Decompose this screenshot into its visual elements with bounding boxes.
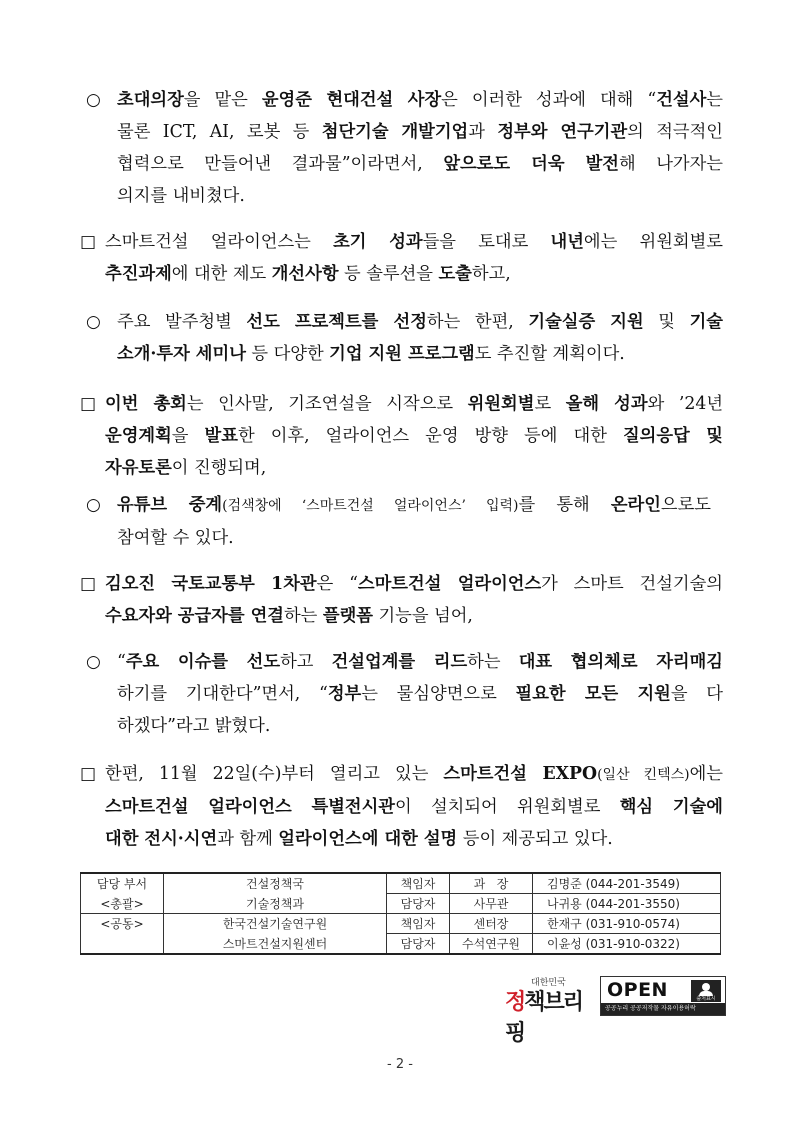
dept-org-a: 한국건설기술연구원 <box>164 914 387 934</box>
bullet-square: □ <box>80 574 97 594</box>
bold-text: 기술실증 지원 <box>528 312 644 332</box>
text-run: 에는 <box>689 764 723 784</box>
paragraph-line <box>117 180 723 212</box>
role-cell: 담당자 <box>387 894 450 914</box>
bold-text: 유튜브 중계 <box>117 495 223 515</box>
text-run: (일산 킨텍스) <box>597 767 690 783</box>
text-run: 와 ’24년 <box>647 394 724 414</box>
text-run: 한 이후, 얼라이언스 운영 방향 등에 대한 <box>237 426 623 446</box>
paragraph-line <box>117 646 723 678</box>
dept-org-b: 기술정책과 <box>164 894 387 914</box>
paragraph-4 <box>105 388 723 484</box>
contact-cell: 나귀용 (044-201-3550) <box>533 894 721 914</box>
text-run: 등 솔루션을 <box>338 264 439 284</box>
paragraph-line <box>117 710 723 742</box>
text-run: (검색창에 ‘스마트건설 얼라이언스’ 입력) <box>222 498 519 514</box>
bullet-square: □ <box>80 764 97 784</box>
paragraph-1 <box>117 84 723 212</box>
text-run: 하는 한편, <box>426 312 529 332</box>
title-cell: 과 장 <box>450 873 533 894</box>
text-run: 으로도 <box>660 495 711 515</box>
bold-text: 첨단기술 개발기업 <box>321 122 469 142</box>
text-run: 하기를 기대한다”면서, “ <box>117 684 328 704</box>
bold-text: 얼라이언스에 대한 설명 <box>278 829 458 849</box>
text-run: 로 <box>534 394 566 414</box>
dept-org-b: 스마트건설지원센터 <box>164 934 387 955</box>
open-license-logo <box>600 976 726 1016</box>
text-run: 은 이러한 성과에 대해 “ <box>441 90 657 110</box>
text-run: 기능을 넘어, <box>372 606 473 626</box>
role-cell: 책임자 <box>387 873 450 894</box>
contact-cell: 이윤성 (031-910-0322) <box>533 934 721 955</box>
text-run: 들을 토대로 <box>422 232 551 252</box>
bold-text: 기술 <box>689 312 723 332</box>
text-run: 주요 발주청별 <box>117 312 247 332</box>
role-cell: 담당자 <box>387 934 450 955</box>
paragraph-line <box>105 600 723 632</box>
text-run: 하는 <box>467 652 519 672</box>
dept-label: 담당 부서 <box>81 873 164 894</box>
bullet-circle: ○ <box>86 90 101 110</box>
bold-text: 도출 <box>438 264 472 284</box>
paragraph-line <box>105 568 723 600</box>
bold-text: 앞으로도 더욱 발전 <box>443 154 619 174</box>
contact-cell: 한재구 (031-910-0574) <box>533 914 721 934</box>
text-run: 는 인사말, 기조연설을 시작으로 <box>186 394 468 414</box>
text-run: 등 다양한 <box>245 344 330 364</box>
bold-text: 필요한 모든 지원 <box>515 684 671 704</box>
bold-text: 정부 <box>327 684 362 704</box>
text-run: 및 <box>643 312 690 332</box>
text-run: 는 <box>706 90 723 110</box>
table-row <box>81 934 721 955</box>
bold-text: 초대의장 <box>117 90 184 110</box>
paragraph-line <box>105 420 723 452</box>
bold-text: 선도 프로젝트를 선정 <box>246 312 427 332</box>
bold-text: 온라인 <box>610 495 661 515</box>
bold-text: 주요 이슈를 선도 <box>125 652 281 672</box>
paragraph-5 <box>117 489 711 554</box>
dept-empty <box>81 934 164 955</box>
bold-text: 스마트건설 얼라이언스 특별전시관 <box>105 797 395 817</box>
text-run: 가 스마트 건설기술의 <box>541 574 723 594</box>
dept-org-a: 건설정책국 <box>164 873 387 894</box>
text-run: 의지를 내비쳤다. <box>117 186 245 206</box>
text-run: 을 맡은 <box>183 90 262 110</box>
paragraph-line <box>105 758 723 791</box>
bold-text: 정부와 연구기관 <box>497 122 628 142</box>
bold-text: 내년 <box>550 232 584 252</box>
attribution-icon: 출처표시 <box>691 980 721 1002</box>
text-run: 해 나가자는 <box>618 154 723 174</box>
bullet-circle: ○ <box>86 312 101 332</box>
text-run: 협력으로 만들어낸 결과물”이라면서, <box>117 154 444 174</box>
text-run: 하고, <box>471 264 511 284</box>
bold-text: 자유토론 <box>105 458 172 478</box>
paragraph-line <box>117 489 711 522</box>
logo-subtitle: 대한민국 <box>531 978 566 988</box>
paragraph-line <box>117 678 723 710</box>
text-run: 이 설치되어 위원회별로 <box>394 797 620 817</box>
policy-briefing-logo <box>505 975 595 1046</box>
role-cell: 책임자 <box>387 914 450 934</box>
bold-text: 수요자와 공급자를 연결 <box>105 606 284 626</box>
paragraph-line <box>105 791 723 823</box>
contact-table <box>80 872 721 955</box>
text-run: 하겠다”라고 밝혔다. <box>117 716 271 736</box>
bullet-circle: ○ <box>86 652 101 672</box>
text-run: 을 다 <box>670 684 723 704</box>
text-run: 은 “ <box>316 574 358 594</box>
bold-text: 건설사 <box>656 90 707 110</box>
text-run: 에는 위원회별로 <box>583 232 723 252</box>
bold-text: 대표 협의체로 자리매김 <box>518 652 723 672</box>
paragraph-line <box>117 116 723 148</box>
paragraph-line <box>105 226 723 258</box>
bullet-circle: ○ <box>86 495 101 515</box>
text-run: 하는 <box>283 606 323 626</box>
text-run: 을 <box>171 426 205 446</box>
text-run: 도 추진할 계획이다. <box>474 344 625 364</box>
license-strip: 공공누리 공공저작물 자유이용허락 <box>601 1003 725 1015</box>
table-row <box>81 914 721 934</box>
text-run: 의 적극적인 <box>627 122 724 142</box>
bold-text: 개선사항 <box>271 264 339 284</box>
text-run: 스마트건설 얼라이언스는 <box>105 232 334 252</box>
bold-text: 대한 전시·시연 <box>105 829 218 849</box>
bold-text: 플랫폼 <box>322 606 373 626</box>
paragraph-line <box>105 388 723 420</box>
title-cell: 사무관 <box>450 894 533 914</box>
bold-text: 기업 지원 프로그램 <box>329 344 475 364</box>
text-run: 등이 제공되고 있다. <box>457 829 613 849</box>
paragraph-6 <box>105 568 723 632</box>
title-cell: 센터장 <box>450 914 533 934</box>
paragraph-2 <box>105 226 723 290</box>
contact-cell: 김명준 (044-201-3549) <box>533 873 721 894</box>
bold-text: 질의응답 및 <box>622 426 724 446</box>
dept-sub-label: <공동> <box>81 914 164 934</box>
paragraph-line <box>117 84 723 116</box>
title-cell: 수석연구원 <box>450 934 533 955</box>
bold-text: 윤영준 현대건설 사장 <box>261 90 442 110</box>
logo-title: 정책브리핑 <box>505 990 583 1046</box>
paragraph-line <box>105 823 723 855</box>
paragraph-line <box>117 338 723 370</box>
bold-text: 스마트건설 얼라이언스 <box>357 574 542 594</box>
text-run: 과 함께 <box>217 829 279 849</box>
paragraph-line <box>117 306 723 338</box>
bold-text: 위원회별 <box>467 394 535 414</box>
paragraph-line <box>105 452 723 484</box>
table-row <box>81 873 721 894</box>
bold-text: 운영계획 <box>105 426 172 446</box>
bold-text: 초기 성과 <box>333 232 423 252</box>
bullet-square: □ <box>80 394 97 414</box>
text-run: 를 통해 <box>518 495 611 515</box>
text-run: 과 <box>468 122 498 142</box>
text-run: 이 진행되며, <box>171 458 267 478</box>
bold-text: 스마트건설 EXPO <box>443 764 598 784</box>
table-row <box>81 894 721 914</box>
text-run: 에 대한 제도 <box>171 264 272 284</box>
text-run: 물론 ICT, AI, 로봇 등 <box>117 122 322 142</box>
bold-text: 발표 <box>204 426 238 446</box>
dept-sub-label: <총괄> <box>81 894 164 914</box>
text-run: 는 물심양면으로 <box>361 684 516 704</box>
bold-text: 건설업계를 리드 <box>331 652 468 672</box>
paragraph-line <box>117 522 711 554</box>
bullet-square: □ <box>80 232 97 252</box>
text-run: 참여할 수 있다. <box>117 528 234 548</box>
text-run: “ <box>117 652 126 672</box>
text-run: 하고 <box>280 652 332 672</box>
paragraph-7 <box>117 646 723 742</box>
bold-text: 소개·투자 세미나 <box>117 344 246 364</box>
open-text: OPEN <box>607 979 668 1001</box>
bold-text: 이번 총회 <box>105 394 187 414</box>
bold-text: 김오진 국토교통부 1차관 <box>105 574 317 594</box>
paragraph-3 <box>117 306 723 370</box>
bold-text: 올해 성과 <box>565 394 648 414</box>
paragraph-line <box>105 258 723 290</box>
page-number: - 2 - <box>387 1057 413 1072</box>
bold-text: 핵심 기술에 <box>619 797 723 817</box>
paragraph-line <box>117 148 723 180</box>
text-run: 한편, 11월 22일(수)부터 열리고 있는 <box>105 764 444 784</box>
bold-text: 추진과제 <box>105 264 172 284</box>
paragraph-8 <box>105 758 723 855</box>
